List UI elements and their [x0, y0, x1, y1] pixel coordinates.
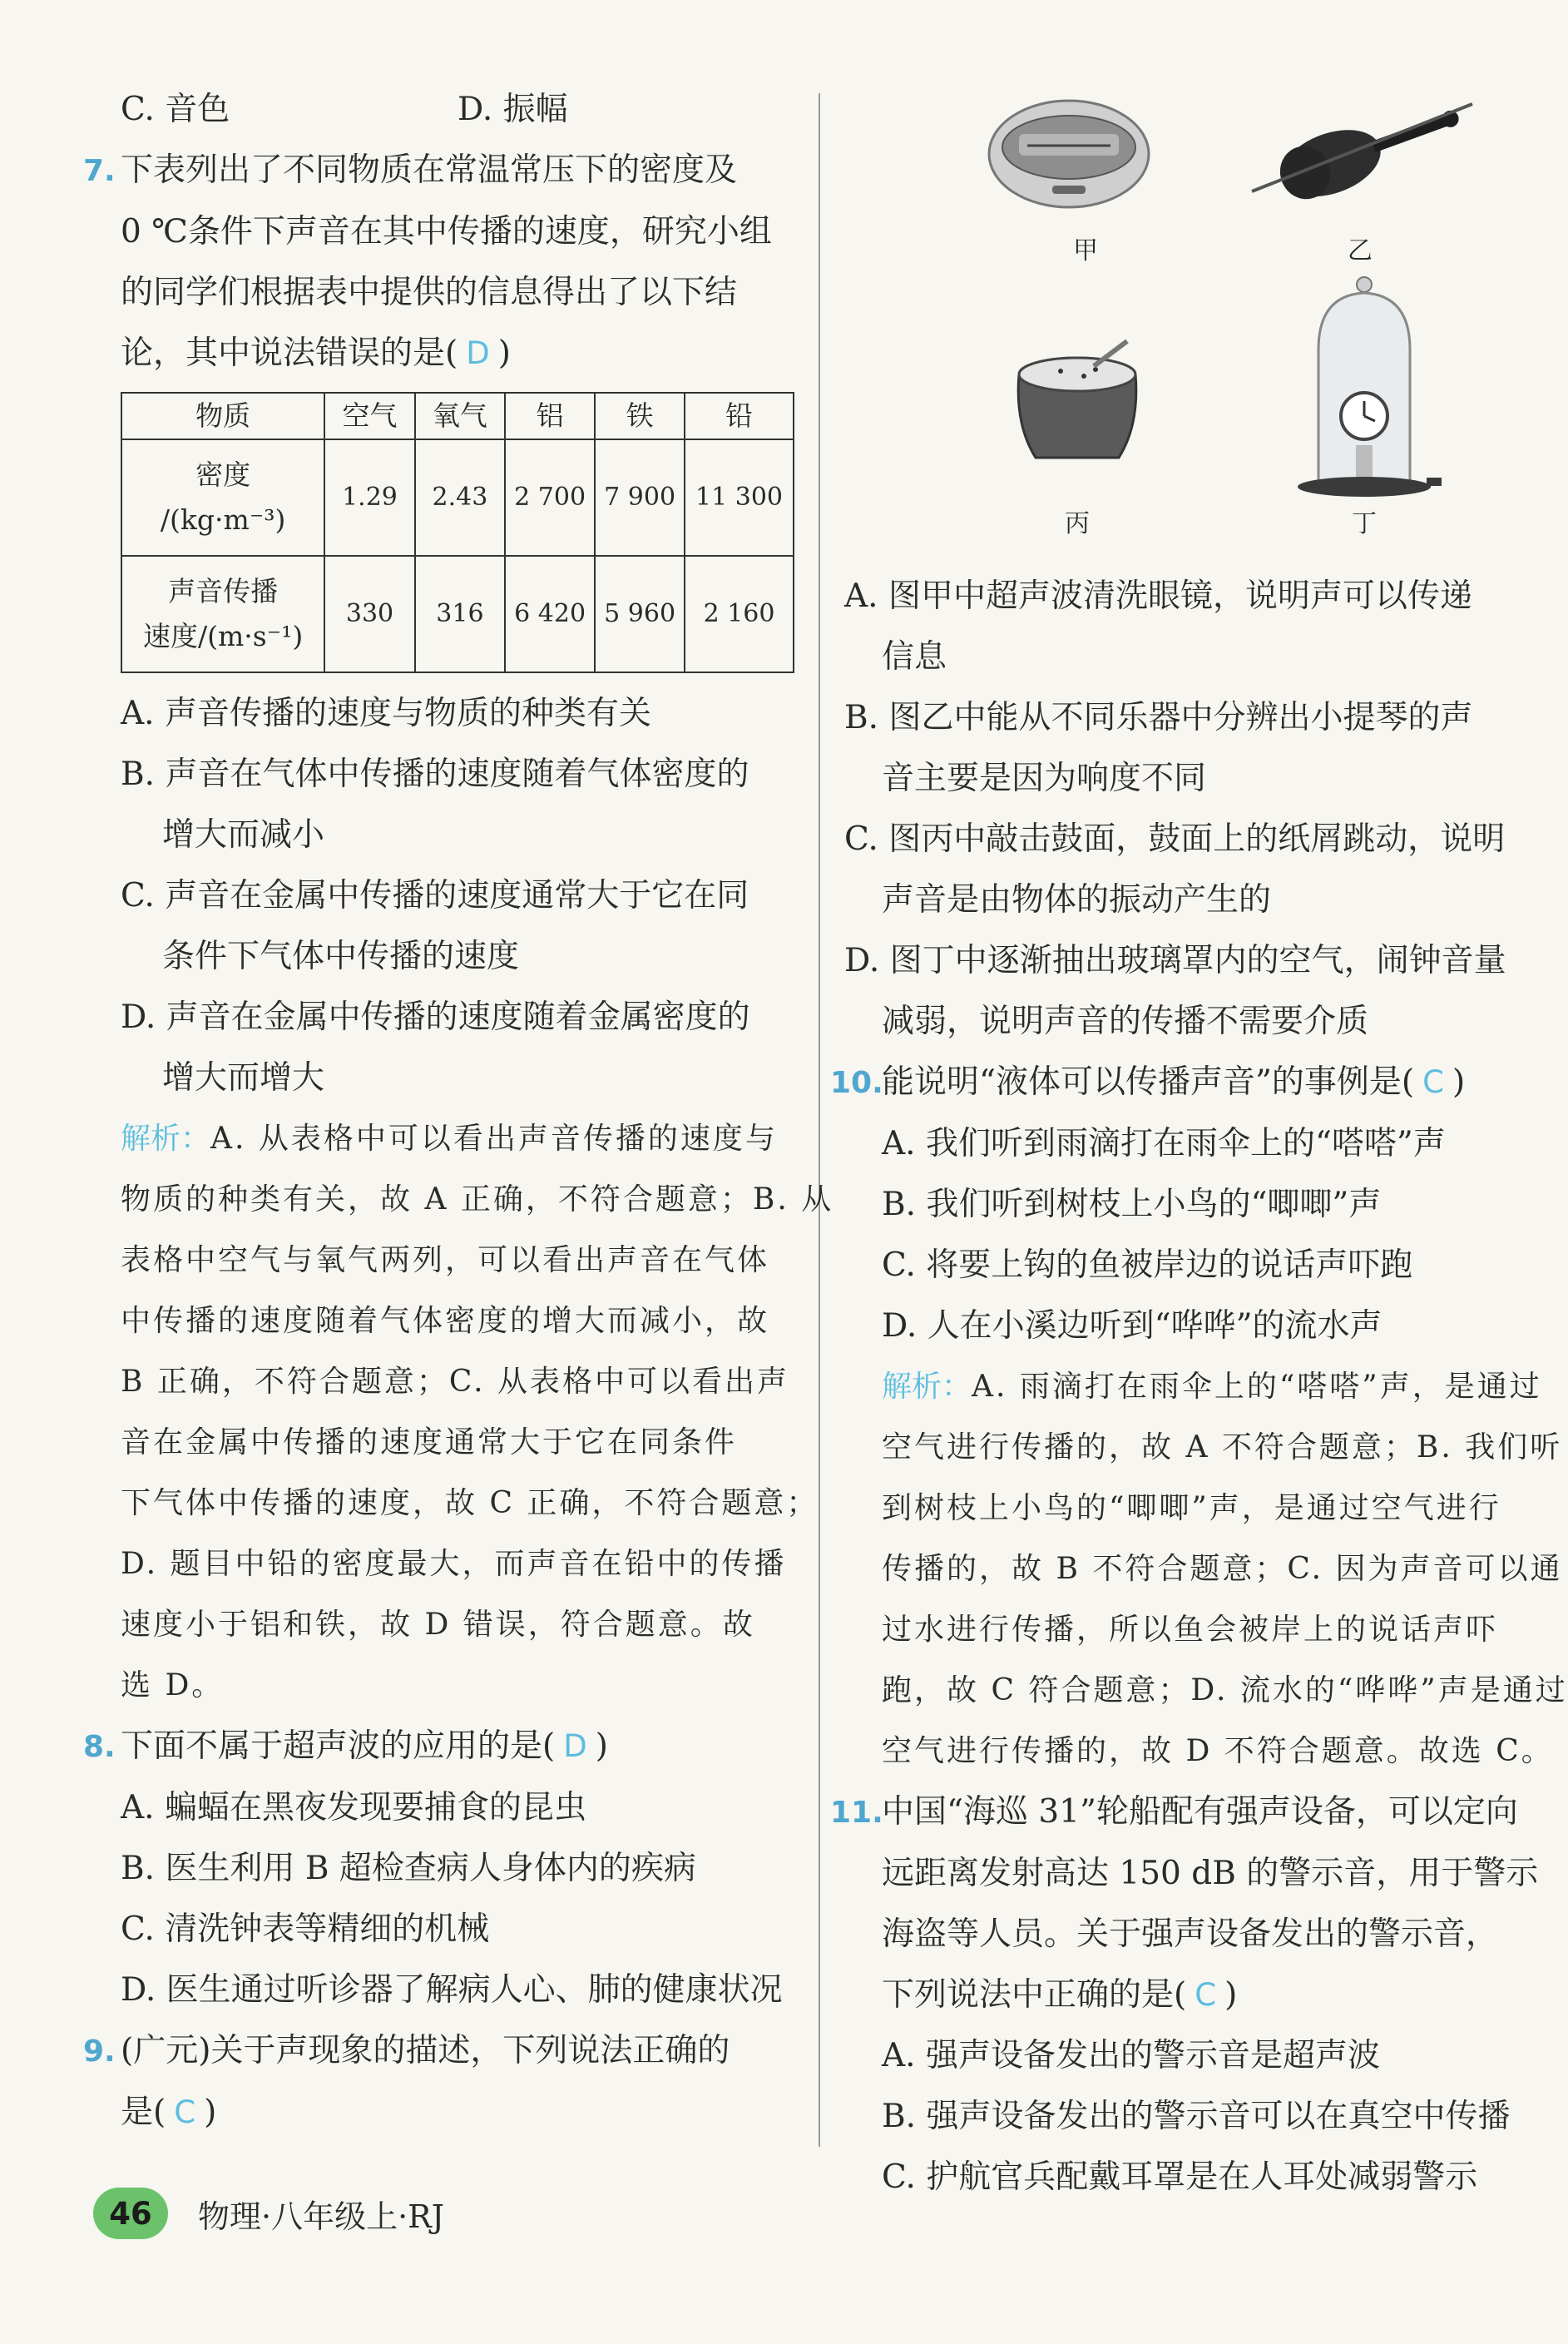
- q9-number: 9.: [83, 2034, 116, 2069]
- q11-stem: 中国“海巡 31”轮船配有强声设备，可以定向: [882, 1793, 1518, 1831]
- q7-analysis: [83, 1108, 794, 1169]
- q9-option-a-cont: 信息: [882, 638, 947, 676]
- q10-option-c: C. 将要上钩的鱼被岸边的说话声吓跑: [882, 1246, 1413, 1284]
- table-cell: 6 420: [505, 556, 595, 672]
- q9-option-a: A. 图甲中超声波清洗眼镜，说明声可以传递: [844, 577, 1472, 615]
- q9-figures: [844, 83, 1558, 566]
- q9-option-c-cont: 声音是由物体的振动产生的: [882, 881, 1272, 919]
- q9-answer: C: [174, 2094, 196, 2130]
- analysis-line: 传播的，故 B 不符合题意；C. 因为声音可以通: [882, 1552, 1563, 1586]
- q7-stem-line: 下表列出了不同物质在常温常压下的密度及: [121, 151, 738, 189]
- q9-stem: (广元)关于声现象的描述，下列说法正确的: [121, 2032, 730, 2069]
- table-cell: 330: [324, 556, 414, 672]
- left-column: [83, 79, 834, 2143]
- q7-option-c-cont: 条件下气体中传播的速度: [162, 938, 520, 975]
- q11-stem: 下列说法中正确的是(: [882, 1976, 1187, 2014]
- analysis-line: 到树枝上小鸟的“唧唧”声，是通过空气进行: [882, 1491, 1501, 1525]
- q9-stem: 是(: [121, 2094, 166, 2131]
- q7-paren: ): [497, 335, 511, 372]
- question-7: [83, 140, 834, 1716]
- book-title: 物理·八年级上·RJ: [198, 2198, 445, 2235]
- table-header-cell: 空气: [324, 393, 414, 439]
- q10-option-a: A. 我们听到雨滴打在雨伞上的“嗒嗒”声: [882, 1125, 1446, 1162]
- q9-option-c: C. 图丙中敲击鼓面，鼓面上的纸屑跳动，说明: [844, 820, 1506, 858]
- density-table: [121, 392, 794, 673]
- analysis-line: 跑，故 C 符合题意；D. 流水的“哗哗”声是通过: [882, 1673, 1568, 1707]
- table-row: [121, 393, 794, 439]
- ultrasonic-cleaner-icon: [986, 96, 1152, 212]
- question-8: [83, 1716, 794, 2020]
- q8-answer: D: [563, 1728, 587, 1764]
- table-header-cell: 氧气: [415, 393, 505, 439]
- table-header-cell: 物质: [121, 393, 324, 439]
- analysis-line: 速度小于铝和铁，故 D 错误，符合题意。故: [121, 1608, 755, 1642]
- table-cell: 5 960: [595, 556, 685, 672]
- q6-option-c: C. 音色: [121, 91, 230, 128]
- analysis-label: 解析：: [882, 1370, 972, 1404]
- table-cell: 2.43: [415, 439, 505, 556]
- analysis-line: 空气进行传播的，故 A 不符合题意；B. 我们听: [882, 1430, 1563, 1464]
- analysis-line: B 正确，不符合题意；C. 从表格中可以看出声: [121, 1365, 790, 1399]
- q8-option-d: D. 医生通过听诊器了解病人心、肺的健康状况: [121, 1971, 783, 2009]
- q9-paren: ): [204, 2094, 217, 2131]
- analysis-line: 物质的种类有关，故 A 正确，不符合题意；B. 从: [121, 1182, 834, 1217]
- q10-option-d: D. 人在小溪边听到“哗哗”的流水声: [882, 1307, 1383, 1345]
- q7-answer: D: [466, 335, 490, 371]
- speed-label-cell: [121, 556, 324, 672]
- speed-label: 声音传播: [168, 575, 279, 607]
- column-divider: [819, 93, 820, 2147]
- figure-caption-ding: 丁: [1352, 509, 1377, 538]
- analysis-line: 表格中空气与氧气两列，可以看出声音在气体: [121, 1243, 770, 1277]
- table-cell: 11 300: [685, 439, 794, 556]
- q9-option-b-cont: 音主要是因为响度不同: [882, 760, 1207, 797]
- table-row: [121, 439, 794, 556]
- q8-stem: 下面不属于超声波的应用的是(: [121, 1727, 556, 1765]
- q11-option-b: B. 强声设备发出的警示音可以在真空中传播: [882, 2098, 1511, 2135]
- analysis-line: A. 从表格中可以看出声音传播的速度与: [210, 1122, 778, 1156]
- q8-paren: ): [595, 1727, 608, 1765]
- q9-option-d: D. 图丁中逐渐抽出玻璃罩内的空气，闹钟音量: [844, 942, 1506, 979]
- q11-option-c: C. 护航官兵配戴耳罩是在人耳处减弱警示: [882, 2158, 1478, 2196]
- analysis-line: 下气体中传播的速度，故 C 正确，不符合题意；: [121, 1486, 819, 1520]
- q8-option-a: A. 蝙蝠在黑夜发现要捕食的昆虫: [121, 1789, 586, 1826]
- q8-option-c: C. 清洗钟表等精细的机械: [121, 1910, 490, 1948]
- q7-option-b: B. 声音在气体中传播的速度随着气体密度的: [121, 756, 749, 793]
- analysis-line: 过水进行传播，所以鱼会被岸上的说话声吓: [882, 1613, 1499, 1647]
- q7-number: 7.: [83, 154, 116, 188]
- table-cell: 316: [415, 556, 505, 672]
- right-column: [830, 83, 1568, 2208]
- q10-number: 10.: [830, 1066, 883, 1100]
- page-number: 46: [93, 2188, 168, 2239]
- q11-stem: 远距离发射高达 150 dB 的警示音，用于警示: [882, 1855, 1539, 1892]
- analysis-label: 解析：: [121, 1122, 211, 1156]
- figure-caption-yi: 乙: [1348, 236, 1373, 265]
- q9-option-b: B. 图乙中能从不同乐器中分辨出小提琴的声: [844, 699, 1473, 736]
- table-header-cell: 铁: [595, 393, 685, 439]
- q10-stem: 能说明“液体可以传播声音”的事例是(: [882, 1063, 1415, 1101]
- density-label-cell: [121, 439, 324, 556]
- question-11: [830, 1782, 1558, 2208]
- drum-icon: [1011, 341, 1144, 466]
- analysis-line: A. 雨滴打在雨伞上的“嗒嗒”声，是通过: [972, 1370, 1542, 1404]
- q6-option-d: D. 振幅: [458, 91, 568, 128]
- figure-caption-bing: 丙: [1065, 509, 1090, 538]
- q10-paren: ): [1452, 1063, 1466, 1101]
- page-footer: [93, 2184, 444, 2242]
- q7-stem-line: 0 ℃条件下声音在其中传播的速度，研究小组: [121, 213, 772, 250]
- violin-icon: [1239, 87, 1481, 204]
- q11-number: 11.: [830, 1796, 883, 1830]
- table-header-cell: 铅: [685, 393, 794, 439]
- q10-analysis: [844, 1356, 1558, 1417]
- density-label: 密度: [195, 458, 251, 491]
- table-cell: 7 900: [595, 439, 685, 556]
- table-cell: 2 700: [505, 439, 595, 556]
- q11-stem: 海盗等人员。关于强声设备发出的警示音，: [882, 1915, 1499, 1953]
- q8-option-b: B. 医生利用 B 超检查病人身体内的疾病: [121, 1850, 696, 1887]
- table-header-cell: 铝: [505, 393, 595, 439]
- q10-answer: C: [1422, 1064, 1444, 1100]
- bell-jar-clock-icon: [1285, 275, 1443, 499]
- table-cell: 1.29: [324, 439, 414, 556]
- figure-caption-jia: 甲: [1073, 236, 1098, 265]
- q9-option-d-cont: 减弱，说明声音的传播不需要介质: [882, 1003, 1369, 1040]
- q10-option-b: B. 我们听到树枝上小鸟的“唧唧”声: [882, 1186, 1382, 1223]
- q7-option-a: A. 声音传播的速度与物质的种类有关: [121, 695, 651, 732]
- q7-option-c: C. 声音在金属中传播的速度通常大于它在同: [121, 877, 749, 914]
- q11-paren: ): [1224, 1976, 1238, 2014]
- analysis-line: 中传播的速度随着气体密度的增大而减小，故: [121, 1304, 770, 1338]
- table-cell: 2 160: [685, 556, 794, 672]
- table-row: [121, 556, 794, 672]
- q11-option-a: A. 强声设备发出的警示音是超声波: [882, 2037, 1380, 2074]
- q7-stem-line: 论，其中说法错误的是(: [121, 335, 458, 372]
- q11-answer: C: [1195, 1977, 1217, 2013]
- q6-options: [83, 79, 794, 140]
- speed-unit: 速度/(m·s⁻¹): [143, 620, 304, 652]
- question-10: [830, 1052, 1568, 1782]
- q7-option-d: D. 声音在金属中传播的速度随着金属密度的: [121, 999, 750, 1036]
- q9-options: [844, 566, 1558, 1052]
- q7-stem-line: 的同学们根据表中提供的信息得出了以下结: [121, 274, 738, 311]
- q7-option-b-cont: 增大而减小: [162, 816, 325, 854]
- analysis-line: 空气进行传播的，故 D 不符合题意。故选 C。: [882, 1734, 1554, 1768]
- question-9: [83, 2020, 794, 2143]
- q7-option-d-cont: 增大而增大: [162, 1059, 325, 1097]
- analysis-line: D. 题目中铅的密度最大，而声音在铅中的传播: [121, 1547, 787, 1581]
- analysis-line: 音在金属中传播的速度通常大于它在同条件: [121, 1425, 738, 1459]
- density-unit: /(kg·m⁻³): [160, 503, 286, 536]
- analysis-line: 选 D。: [121, 1668, 225, 1702]
- q8-number: 8.: [83, 1730, 116, 1764]
